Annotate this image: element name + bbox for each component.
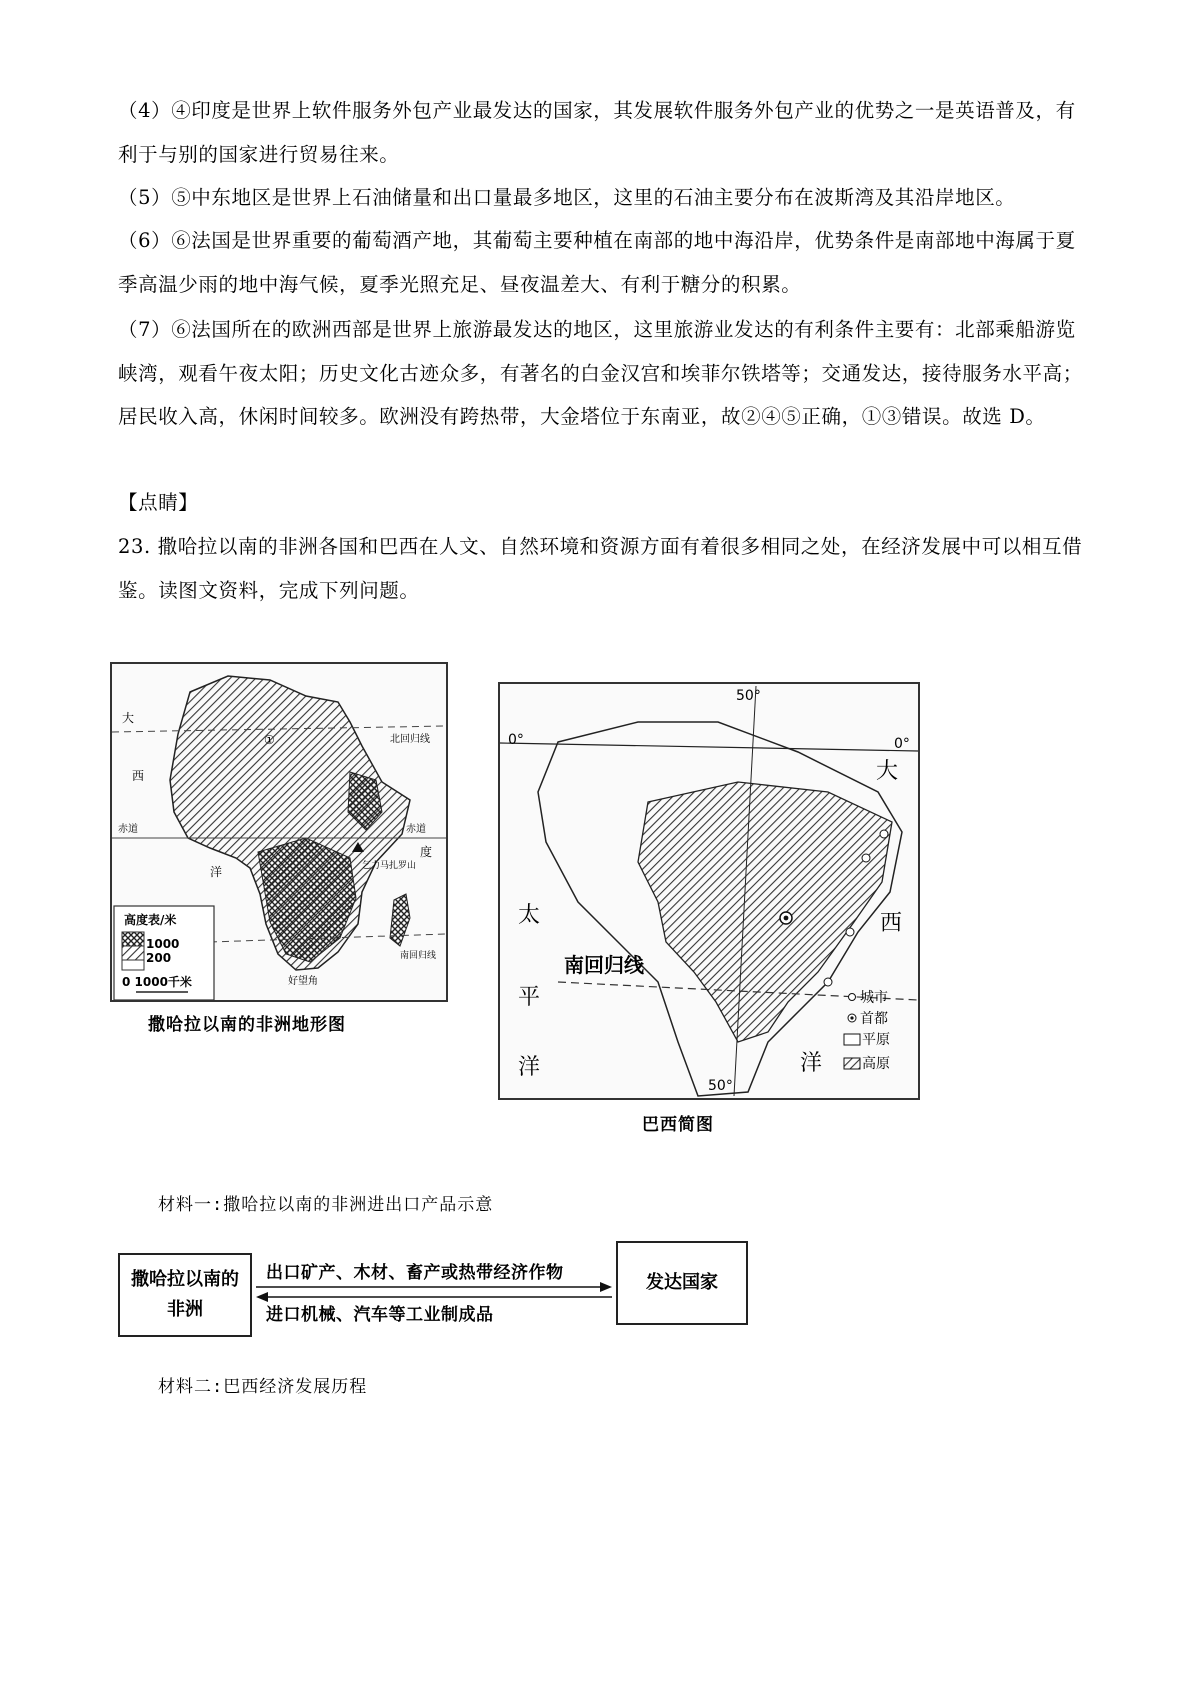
answer-paragraph-4: （4）④印度是世界上软件服务外包产业最发达的国家，其发展软件服务外包产业的优势之一是英语普及，有利于与别的国家进行贸易往来。 — [118, 99, 1076, 166]
legend-200: 200 — [146, 951, 172, 965]
label-equator-left: 赤道 — [118, 824, 138, 835]
label-du: 度 — [420, 845, 433, 859]
city-marker — [824, 978, 832, 986]
legend-scale: 0 1000千米 — [122, 975, 192, 989]
city-marker — [846, 928, 854, 936]
legend-1000: 1000 — [146, 937, 180, 951]
label-lon-top: 50° — [736, 688, 761, 704]
label-lon-bottom: 50° — [708, 1078, 733, 1094]
label-cape: 好望角 — [288, 976, 318, 987]
material-one-title: 材料一:撒哈拉以南的非洲进出口产品示意 — [158, 1195, 494, 1215]
answer-paragraph-7: （7）⑥法国所在的欧洲西部是世界上旅游最发达的地区，这里旅游业发达的有利条件主要有：北部乘船游览峡湾，观看午夜太阳；历史文化古迹众多，有著名的白金汉宫和埃菲尔铁塔等；交通发达，接待服务水平高；居民收入高，休闲时间较多。欧洲没有跨热带，大金塔位于东南亚，故②④⑤正确，①③错误。故选 D。 — [118, 318, 1083, 428]
label-equator-right: 赤道 — [406, 824, 426, 835]
label-lat-left: 0° — [508, 732, 524, 748]
material-two-title: 材料二:巴西经济发展历程 — [158, 1377, 368, 1397]
city-marker — [862, 854, 870, 862]
developed-countries-box: 发达国家 — [616, 1241, 748, 1325]
label-tropic-south: 南回归线 — [400, 951, 437, 961]
answer-paragraph-5: （5）⑤中东地区是世界上石油储量和出口量最多地区，这里的石油主要分布在波斯湾及其沿岸地区。 — [118, 186, 1016, 209]
trade-arrows — [252, 1280, 616, 1304]
label-kilimanjaro: 乞力马扎罗山 — [362, 861, 417, 871]
africa-legend — [114, 906, 214, 1000]
label-da: 大 — [122, 711, 135, 725]
label-da: 大 — [876, 759, 899, 784]
label-xi: 西 — [132, 769, 145, 783]
legend-capital: 首都 — [860, 1011, 888, 1027]
label-tropic-north: 北回归线 — [390, 734, 430, 745]
label-ping: 平 — [518, 985, 541, 1010]
legend-plateau: 高原 — [862, 1056, 890, 1072]
answer-paragraph-6: （6）⑥法国是世界重要的葡萄酒产地，其葡萄主要种植在南部的地中海沿岸，优势条件是南部地中海属于夏季高温少雨的地中海气候，夏季光照充足、昼夜温差大、有利于糖分的积累。 — [118, 229, 1076, 296]
brazil-map — [498, 682, 920, 1100]
dianjing-heading: 【点睛】 — [118, 491, 199, 514]
brazil-map-caption: 巴西简图 — [642, 1115, 714, 1135]
africa-map-caption: 撒哈拉以南的非洲地形图 — [148, 1015, 346, 1035]
label-xi: 西 — [880, 911, 903, 936]
label-yang-left: 洋 — [518, 1055, 541, 1080]
label-circle1: ① — [264, 733, 275, 747]
africa-box: 撒哈拉以南的非洲 — [118, 1253, 252, 1337]
import-label: 进口机械、汽车等工业制成品 — [266, 1305, 494, 1325]
label-yang: 洋 — [210, 865, 223, 879]
legend-city: 城市 — [860, 990, 888, 1006]
label-lat-right: 0° — [894, 736, 910, 752]
legend-plain: 平原 — [862, 1032, 890, 1048]
label-tai: 太 — [518, 903, 541, 928]
city-marker — [880, 830, 888, 838]
export-label: 出口矿产、木材、畜产或热带经济作物 — [266, 1263, 564, 1283]
label-tropic: 南回归线 — [564, 953, 644, 977]
africa-terrain-map — [110, 662, 448, 1002]
legend-title: 高度表/米 — [124, 913, 177, 927]
label-yang-right: 洋 — [800, 1051, 823, 1076]
question-23: 23. 撒哈拉以南的非洲各国和巴西在人文、自然环境和资源方面有着很多相同之处，在经济发展中可以相互借鉴。读图文资料，完成下列问题。 — [118, 535, 1083, 602]
